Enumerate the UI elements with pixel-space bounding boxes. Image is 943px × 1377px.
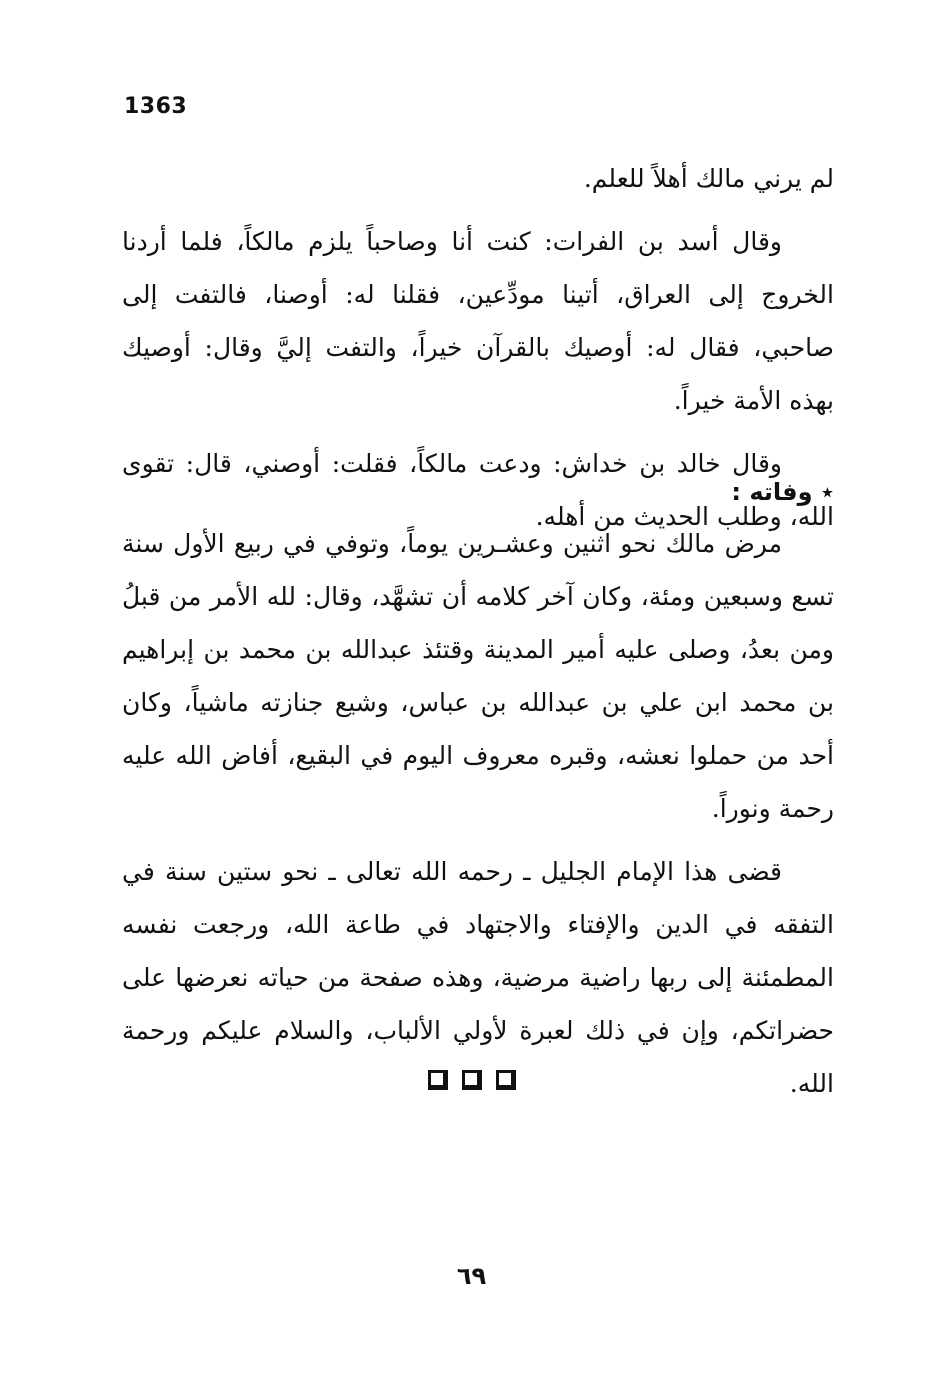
square-icon [496, 1070, 516, 1090]
page-number-top: 1363 [124, 94, 188, 119]
asterisk-icon: ٭ [820, 478, 834, 506]
text-section-2 [122, 517, 834, 1110]
square-icon [462, 1070, 482, 1090]
square-icon [428, 1070, 448, 1090]
paragraph-death: مرض مالك نحو اثنين وعشـرين يوماً، وتوفي في ربيع الأول سنة تسع وسبعين ومئة، وكان آخر كلامه أن تشهَّد، وقال: لله الأمر من قبلُ ومن بعدُ، وصلى عليه أمير المدينة وقتئذ عبدالله بن محمد بن إبراهيم بن محمد ابن علي بن عبدالله بن عباس، وشيع جنازته ماشياً، وكان أحد من حملوا نعشه، وقبره معروف اليوم في البقيع، أفاض الله عليه رحمة ونوراً. [122, 529, 834, 823]
text-section-1 [122, 152, 834, 543]
section-heading-title: وفاته : [731, 478, 813, 506]
paragraph-intro: لم يرني مالك أهلاً للعلم. [583, 164, 834, 193]
page-number-bottom: ٦٩ [456, 1262, 487, 1290]
paragraph-khalid-ibn-khidash: وقال خالد بن خداش: ودعت مالكاً، فقلت: أوصني، قال: تقوى الله، وطلب الحديث من أهله. [122, 449, 834, 531]
paragraph-asad-ibn-alfurat: وقال أسد بن الفرات: كنت أنا وصاحباً يلزم مالكاً، فلما أردنا الخروج إلى العراق، أتينا مودِّعين، فقلنا له: أوصنا، فالتفت إلى صاحبي، فقال له: أوصيك بالقرآن خيراً، والتفت إليَّ وقال: أوصيك بهذه الأمة خيراً. [122, 227, 834, 415]
section-heading [731, 476, 834, 508]
paragraph-conclusion: قضى هذا الإمام الجليل ـ رحمه الله تعالى ـ نحو ستين سنة في التفقه في الدين والإفتاء والاجتهاد في طاعة الله، ورجعت نفسه المطمئنة إلى ربها راضية مرضية، وهذه صفحة من حياته نعرضها على حضراتكم، وإن في ذلك لعبرة لأولي الألباب، والسلام عليكم ورحمة الله. [122, 857, 834, 1098]
ornament-squares [0, 1070, 943, 1090]
